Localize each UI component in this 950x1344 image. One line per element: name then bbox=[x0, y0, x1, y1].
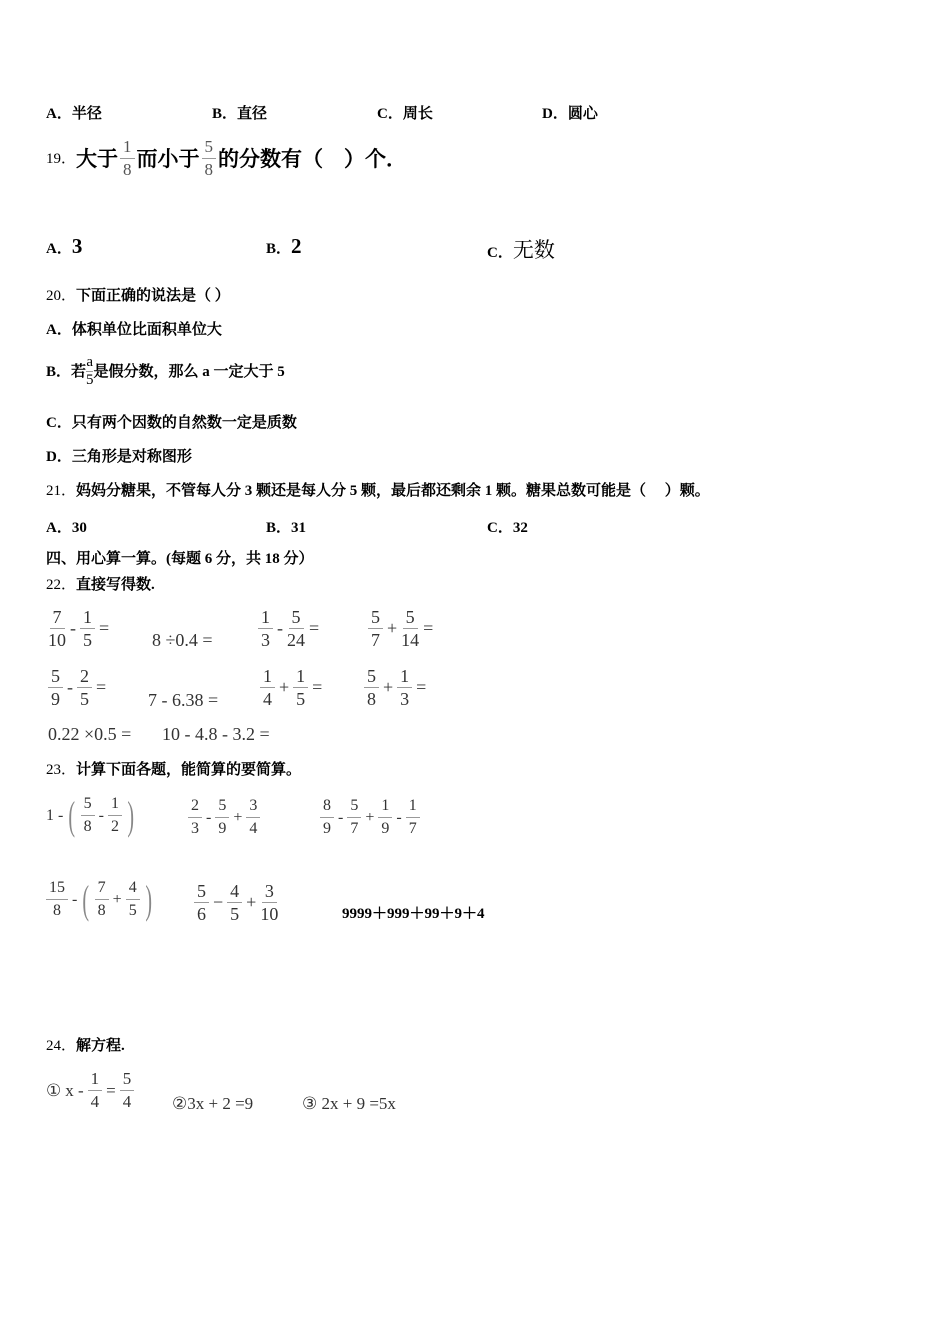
denominator: 9 bbox=[323, 820, 331, 837]
fraction bbox=[320, 795, 334, 840]
operator: - bbox=[98, 806, 104, 824]
numerator: 1 bbox=[80, 606, 95, 629]
denominator: 24 bbox=[287, 630, 305, 650]
question-number: 20． bbox=[46, 288, 77, 304]
fraction bbox=[194, 880, 209, 925]
denominator: 5 bbox=[128, 902, 137, 919]
q18-option-d[interactable]: D．圆心 bbox=[542, 106, 598, 122]
expression bbox=[150, 630, 215, 651]
numerator: 5 bbox=[289, 606, 304, 629]
denominator: 9 bbox=[381, 820, 390, 837]
option-label: C． bbox=[487, 245, 513, 261]
q21-question bbox=[46, 481, 710, 501]
fraction bbox=[258, 606, 273, 651]
operator: ① bbox=[46, 1080, 62, 1100]
numerator: 8 bbox=[320, 795, 334, 818]
numerator: 5 bbox=[48, 665, 63, 688]
left-paren: ( bbox=[82, 877, 90, 922]
operator: − bbox=[213, 892, 224, 912]
option-value: 3 bbox=[71, 234, 83, 258]
fraction bbox=[95, 877, 109, 922]
fraction bbox=[368, 606, 383, 651]
fraction bbox=[227, 880, 242, 925]
numerator: 5 bbox=[194, 880, 209, 903]
numerator: 15 bbox=[46, 877, 68, 900]
numerator: 5 bbox=[81, 793, 95, 816]
q18-option-c[interactable]: C．周长 bbox=[377, 106, 433, 122]
numerator: 7 bbox=[95, 877, 109, 900]
fraction bbox=[287, 606, 305, 651]
fraction bbox=[108, 793, 122, 838]
q20-option-a[interactable]: A．体积单位比面积单位大 bbox=[46, 322, 222, 338]
operator: + bbox=[233, 808, 243, 826]
denominator: 3 bbox=[191, 820, 199, 837]
fraction bbox=[378, 795, 392, 840]
option-text: B．若 bbox=[46, 363, 87, 380]
right-paren: ) bbox=[127, 793, 134, 838]
operator: - bbox=[206, 808, 212, 826]
denominator: 8 bbox=[204, 160, 214, 179]
q19-text-2: 而小于 bbox=[136, 146, 200, 171]
operator: 10 - 4.8 - 3.2 = bbox=[162, 724, 270, 744]
numerator: 4 bbox=[126, 877, 140, 900]
numerator: 4 bbox=[227, 880, 242, 903]
expression bbox=[160, 724, 272, 745]
option-text: 是假分数，那么 a 一定大于 5 bbox=[93, 363, 285, 380]
q19-option-b[interactable] bbox=[266, 234, 302, 259]
numerator: 1 bbox=[260, 665, 275, 688]
q20-option-d[interactable]: D．三角形是对称图形 bbox=[46, 449, 192, 465]
q21-option-b[interactable]: B．31 bbox=[266, 520, 307, 536]
q19-option-a[interactable] bbox=[46, 234, 82, 259]
operator: x - bbox=[65, 1080, 84, 1100]
operator: = bbox=[423, 618, 434, 638]
option-value: 2 bbox=[291, 234, 302, 258]
q19-option-c[interactable] bbox=[487, 234, 555, 264]
numerator: 2 bbox=[77, 665, 92, 688]
numerator: 1 bbox=[397, 665, 412, 688]
expression bbox=[46, 724, 133, 745]
expression bbox=[366, 606, 435, 651]
q22-question bbox=[46, 575, 155, 595]
q19-text-1: 大于 bbox=[76, 146, 119, 171]
question-number: 19． bbox=[46, 150, 77, 167]
fraction bbox=[397, 665, 412, 710]
q21-option-a[interactable]: A．30 bbox=[46, 520, 87, 536]
denominator: 3 bbox=[261, 630, 270, 650]
denominator: 9 bbox=[51, 689, 60, 709]
denominator: 7 bbox=[408, 820, 417, 837]
q20-option-b[interactable] bbox=[46, 354, 285, 389]
numerator: 1 bbox=[378, 795, 392, 818]
fraction bbox=[120, 136, 135, 181]
numerator: 1 bbox=[406, 795, 420, 818]
question-text: 解方程. bbox=[76, 1038, 125, 1054]
numerator: 1 bbox=[293, 665, 308, 688]
fraction bbox=[188, 795, 202, 840]
numerator: 1 bbox=[108, 793, 122, 816]
denominator: 10 bbox=[48, 630, 66, 650]
operator: = bbox=[312, 677, 323, 697]
expression bbox=[318, 795, 422, 840]
question-text: 计算下面各题，能简算的要简算。 bbox=[76, 762, 302, 778]
numerator: 5 bbox=[215, 795, 229, 818]
operator: + bbox=[246, 892, 257, 912]
operator: = bbox=[106, 1080, 116, 1100]
fraction bbox=[48, 606, 66, 651]
question-number: 22． bbox=[46, 577, 77, 593]
question-text: 下面正确的说法是（ ） bbox=[76, 288, 230, 304]
operator: 0.22 ×0.5 = bbox=[48, 724, 132, 744]
operator: - bbox=[70, 618, 76, 638]
fraction bbox=[260, 665, 275, 710]
option-label: B． bbox=[266, 241, 292, 257]
denominator: 9 bbox=[218, 820, 227, 837]
expression bbox=[362, 665, 428, 710]
operator: 1 - bbox=[46, 806, 64, 824]
numerator: 5 bbox=[202, 136, 217, 159]
numerator: a bbox=[86, 354, 94, 370]
equation bbox=[170, 1094, 255, 1114]
operator: = bbox=[96, 677, 107, 697]
expression bbox=[146, 690, 220, 711]
operator: ③ 2x + 9 =5x bbox=[302, 1094, 396, 1113]
fraction bbox=[401, 606, 419, 651]
operator: - bbox=[396, 808, 402, 826]
fraction bbox=[215, 795, 229, 840]
operator: ②3x + 2 =9 bbox=[172, 1094, 254, 1113]
numerator: 5 bbox=[364, 665, 379, 688]
operator: = bbox=[99, 618, 110, 638]
operator: + bbox=[387, 618, 398, 638]
operator: 7 - 6.38 = bbox=[148, 690, 219, 710]
fraction bbox=[406, 795, 420, 840]
operator: + bbox=[365, 808, 375, 826]
denominator: 14 bbox=[401, 630, 420, 650]
expression-text: 9999＋999＋99＋9＋4 bbox=[342, 906, 485, 922]
q21-option-c[interactable]: C．32 bbox=[487, 520, 528, 536]
expression bbox=[186, 795, 262, 840]
denominator: 5 bbox=[86, 372, 94, 388]
left-paren: ( bbox=[68, 793, 76, 838]
operator: + bbox=[279, 677, 290, 697]
operator: + bbox=[112, 890, 122, 908]
expression bbox=[44, 876, 155, 923]
denominator: 10 bbox=[260, 904, 279, 924]
numerator: 5 bbox=[368, 606, 383, 629]
denominator: 8 bbox=[367, 689, 376, 709]
q20-question bbox=[46, 286, 230, 306]
question-number: 23． bbox=[46, 762, 77, 778]
numerator: 1 bbox=[258, 606, 273, 629]
option-value: 无数 bbox=[512, 238, 555, 262]
expression bbox=[340, 902, 487, 923]
denominator: 4 bbox=[122, 1092, 132, 1111]
denominator: 5 bbox=[83, 630, 92, 650]
denominator: 8 bbox=[53, 902, 61, 919]
fraction bbox=[88, 1068, 103, 1113]
fraction bbox=[347, 795, 361, 840]
fraction bbox=[293, 665, 308, 710]
denominator: 4 bbox=[90, 1092, 100, 1111]
right-paren: ) bbox=[145, 877, 152, 922]
expression bbox=[44, 792, 137, 839]
q19-question bbox=[46, 136, 407, 181]
fraction bbox=[46, 877, 68, 922]
numerator: 1 bbox=[88, 1068, 103, 1091]
operator: = bbox=[416, 677, 427, 697]
expression bbox=[256, 606, 321, 651]
denominator: 4 bbox=[249, 820, 258, 837]
denominator: 5 bbox=[296, 689, 306, 709]
numerator: 5 bbox=[347, 795, 361, 818]
denominator: 8 bbox=[123, 160, 132, 179]
fraction bbox=[260, 880, 278, 925]
option-label: A． bbox=[46, 241, 72, 257]
fraction bbox=[48, 665, 63, 710]
fraction bbox=[77, 665, 92, 710]
expression bbox=[192, 880, 280, 925]
fraction bbox=[120, 1068, 135, 1113]
expression bbox=[46, 665, 108, 710]
numerator: 7 bbox=[50, 606, 65, 629]
q18-option-a[interactable]: A．半径 bbox=[46, 106, 102, 122]
fraction bbox=[126, 877, 140, 922]
denominator: 5 bbox=[80, 689, 89, 709]
numerator: 5 bbox=[120, 1068, 135, 1091]
denominator: 7 bbox=[371, 630, 380, 650]
operator: - bbox=[277, 618, 283, 638]
question-text: 直接写得数. bbox=[76, 577, 155, 593]
q18-option-b[interactable]: B．直径 bbox=[212, 106, 268, 122]
question-number: 21． bbox=[46, 483, 77, 499]
denominator: 6 bbox=[197, 904, 206, 924]
fraction bbox=[246, 795, 260, 840]
denominator: 8 bbox=[97, 902, 106, 919]
expression bbox=[258, 665, 324, 710]
denominator: 5 bbox=[230, 904, 240, 924]
operator: 8 ÷0.4 = bbox=[152, 630, 213, 650]
numerator: 1 bbox=[120, 136, 135, 159]
denominator: 4 bbox=[263, 689, 272, 709]
operator: + bbox=[383, 677, 394, 697]
denominator: 8 bbox=[83, 818, 92, 835]
q23-question bbox=[46, 760, 301, 780]
question-text: 妈妈分糖果，不管每人分 3 颗还是每人分 5 颗，最后都还剩余 1 颗。糖果总数可能是（ ）颗。 bbox=[76, 483, 710, 499]
numerator: 3 bbox=[246, 795, 260, 818]
fraction bbox=[80, 606, 95, 651]
operator: - bbox=[338, 808, 344, 826]
section-heading: 四、用心算一算。(每题 6 分，共 18 分） bbox=[46, 551, 314, 567]
numerator: 3 bbox=[262, 880, 277, 903]
numerator: 2 bbox=[188, 795, 202, 818]
fraction bbox=[81, 793, 95, 838]
q20-option-c[interactable]: C．只有两个因数的自然数一定是质数 bbox=[46, 415, 297, 431]
denominator: 2 bbox=[110, 818, 119, 835]
fraction bbox=[86, 354, 94, 389]
operator: - bbox=[67, 677, 73, 697]
equation bbox=[300, 1094, 398, 1114]
numerator: 5 bbox=[403, 606, 418, 629]
denominator: 7 bbox=[350, 820, 359, 837]
q24-question bbox=[46, 1036, 125, 1056]
question-number: 24． bbox=[46, 1038, 77, 1054]
operator: - bbox=[72, 890, 78, 908]
q19-text-3: 的分数有（ ）个． bbox=[218, 146, 408, 171]
equation bbox=[44, 1068, 136, 1113]
denominator: 3 bbox=[400, 689, 410, 709]
fraction bbox=[364, 665, 379, 710]
expression bbox=[46, 606, 111, 651]
fraction bbox=[202, 136, 217, 181]
operator: = bbox=[309, 618, 320, 638]
